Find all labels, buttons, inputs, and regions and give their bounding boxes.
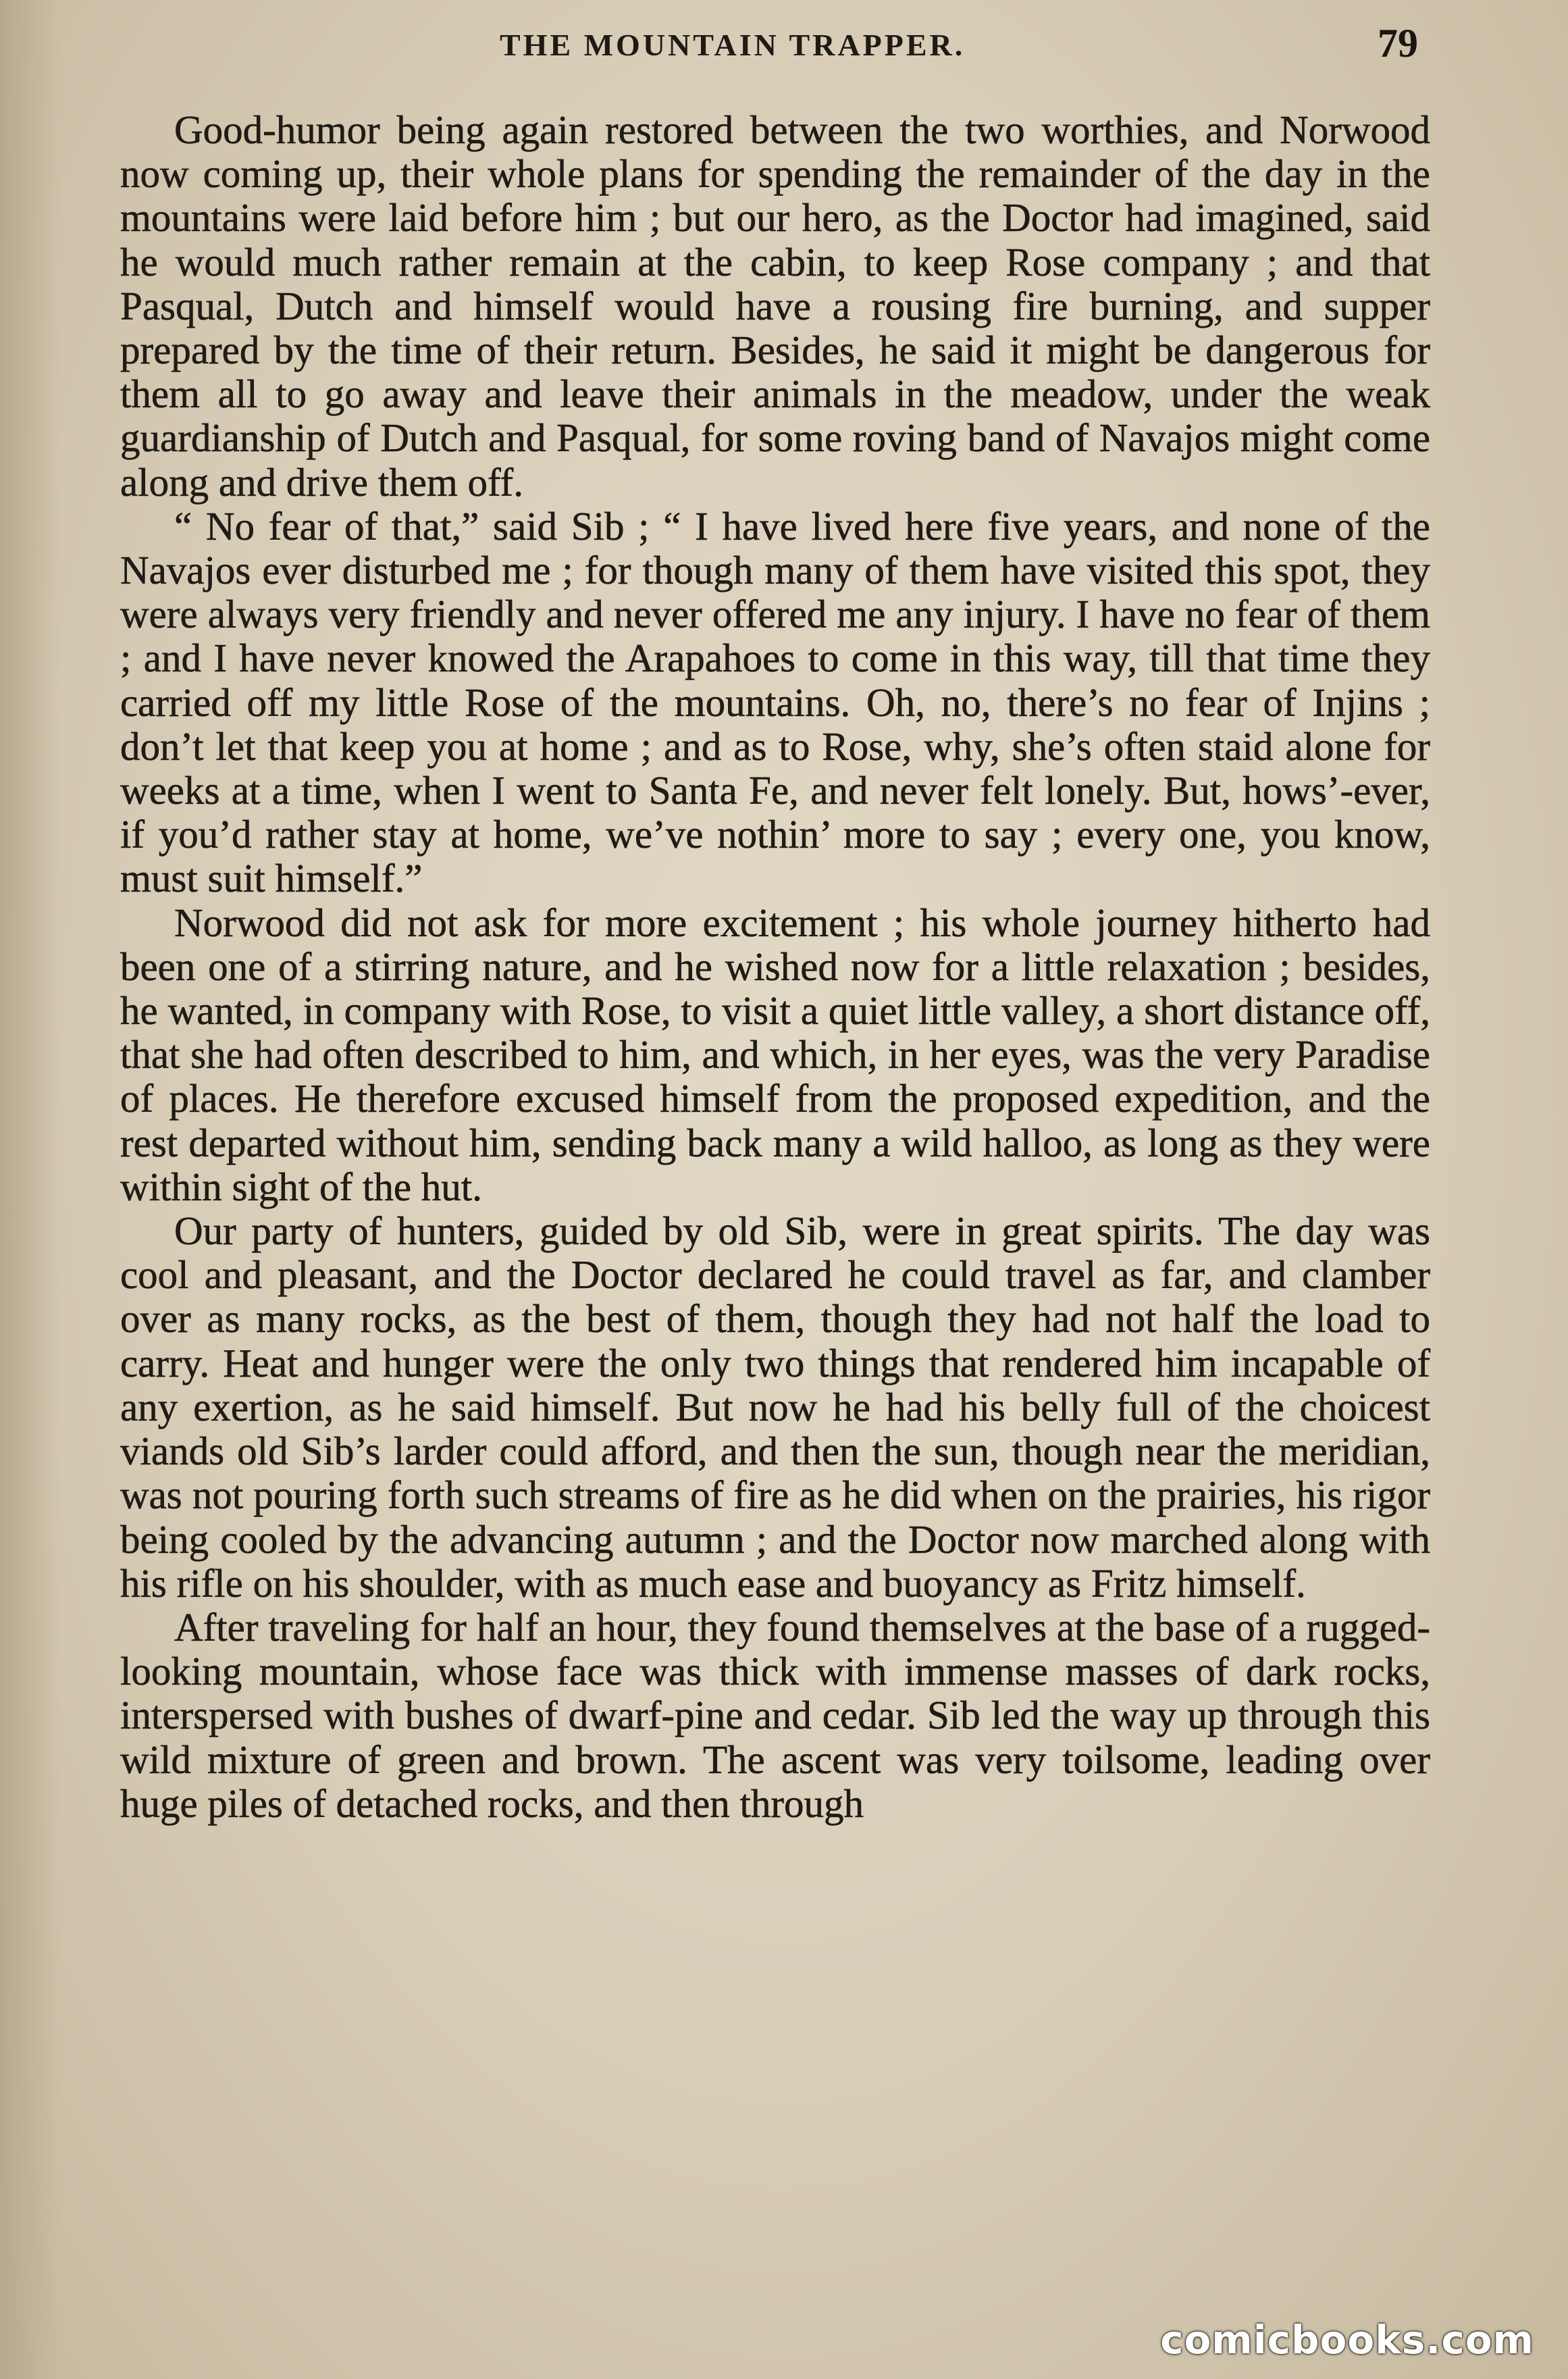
watermark: comicbooks.com [1160,2317,1534,2363]
running-title: THE MOUNTAIN TRAPPER. [500,28,966,62]
body-text [120,108,1430,1826]
page-number: 79 [1378,21,1418,66]
paragraph: Norwood did not ask for more excitement ; his whole journey hitherto had been one of a stirring nature, and he wished now for a little relaxation ; besides, he wanted, in company with Rose, to visit a quiet little valley, a short distance off, that she had often described to him, and which, in her eyes, was the very Paradise of places. He therefore excused himself from the proposed expedition, and the rest departed without him, sending back many a wild halloo, as long as they were within sight of the hut. [120,900,1430,1209]
paragraph: “ No fear of that,” said Sib ; “ I have lived here five years, and none of the Navajos ever disturbed me ; for though many of them have visited this spot, they were always very friendly and never offered me any injury. I have no fear of them ; and I have never knowed the Arapahoes to come in this way, till that time they carried off my little Rose of the mountains. Oh, no, there’s no fear of Injins ; don’t let that keep you at home ; and as to Rose, why, she’s often staid alone for weeks at a time, when I went to Santa Fe, and never felt lonely. But, hows’-ever, if you’d rather stay at home, we’ve nothin’ more to say ; every one, you know, must suit himself.” [120,503,1430,901]
paragraph: Good-humor being again restored between the two worthies, and Norwood now coming up, their whole plans for spending the remainder of the day in the mountains were laid before him ; but our hero, as the Doctor had imagined, said he would much rather remain at the cabin, to keep Rose company ; and that Pasqual, Dutch and himself would have a rousing fire burning, and supper prepared by the time of their return. Besides, he said it might be dangerous for them all to go away and leave their animals in the meadow, under the weak guardianship of Dutch and Pasqual, for some roving band of Navajos might come along and drive them off. [120,107,1430,505]
paragraph: After traveling for half an hour, they found themselves at the base of a rugged-looking mountain, whose face was thick with immense masses of dark rocks, interspersed with bushes of dwarf-pine and cedar. Sib led the way up through this wild mixture of green and brown. The ascent was very toilsome, leading over huge piles of detached rocks, and then through [120,1604,1430,1826]
paragraph: Our party of hunters, guided by old Sib, were in great spirits. The day was cool and pleasant, and the Doctor declared he could travel as far, and clamber over as many rocks, as the best of them, though they had not half the load to carry. Heat and hunger were the only two things that rendered him incapable of any exertion, as he said himself. But now he had his belly full of the choicest viands old Sib’s larder could afford, and then the sun, though near the meridian, was not pouring forth such streams of fire as he did when on the prairies, his rigor being cooled by the advancing autumn ; and the Doctor now marched along with his rifle on his shoulder, with as much ease and buoyancy as Fritz himself. [120,1208,1430,1606]
